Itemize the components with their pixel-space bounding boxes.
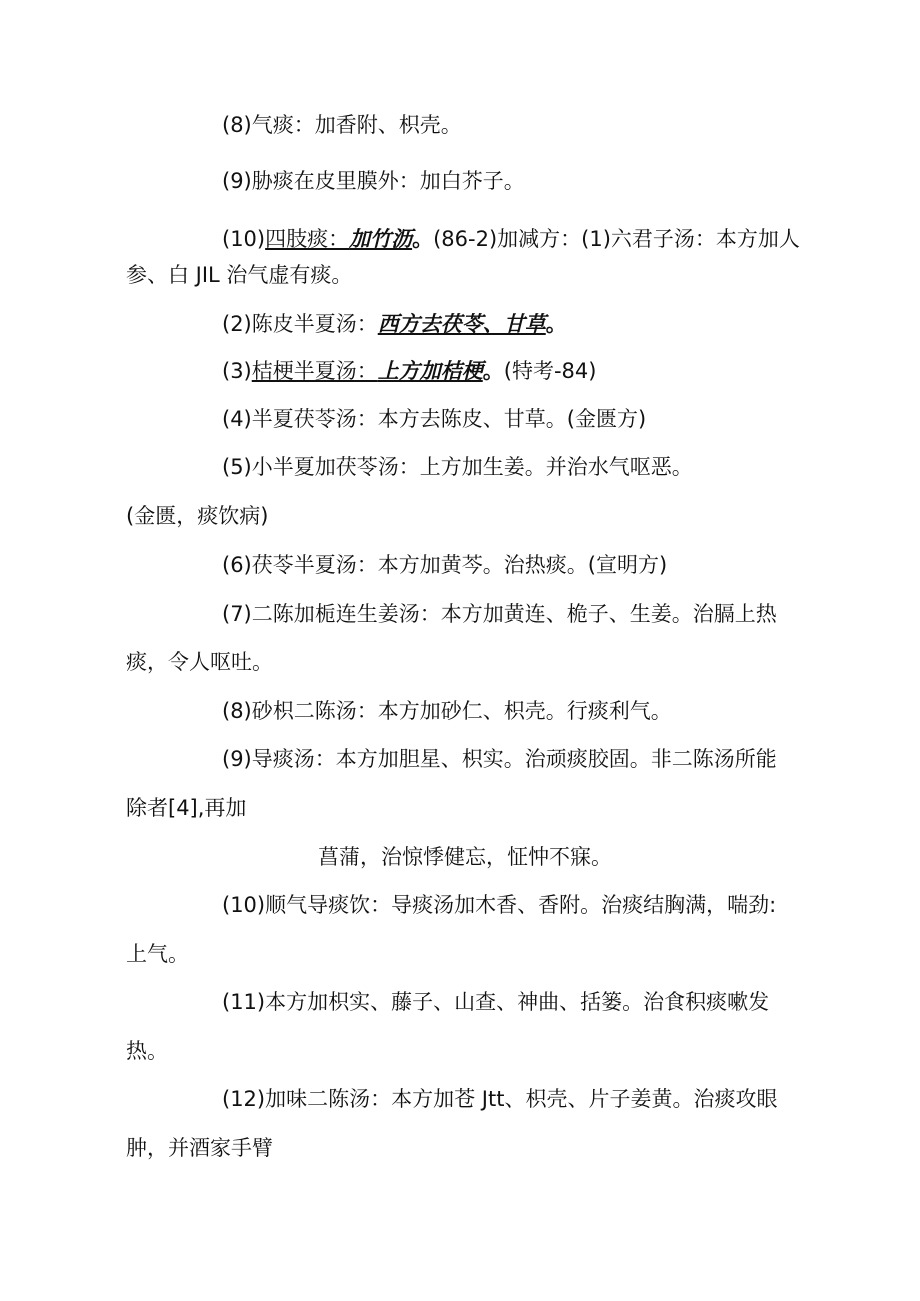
text-line: 菖蒲，治惊悸健忘，怔忡不寐。 bbox=[318, 845, 612, 869]
text-line: 热。 bbox=[126, 1039, 168, 1063]
text-line: 上气。 bbox=[126, 942, 189, 966]
text-line: (12)加味二陈汤：本方加苍 Jtt、枳壳、片子姜黄。治痰攻眼 bbox=[222, 1087, 778, 1111]
text-segment: 。 bbox=[482, 359, 504, 383]
text-line: 参、白 JIL 治气虚有痰。 bbox=[126, 263, 353, 287]
text-segment: (10) bbox=[222, 227, 266, 251]
text-line: (9)导痰汤：本方加胆星、枳实。治顽痰胶固。非二陈汤所能 bbox=[222, 747, 777, 771]
underlined-text: 桔梗半夏汤： bbox=[251, 359, 378, 383]
text-segment: 。 bbox=[412, 227, 434, 251]
text-line bbox=[222, 310, 567, 338]
text-line: (8)气痰：加香附、枳壳。 bbox=[222, 113, 462, 137]
text-line: (6)茯苓半夏汤：本方加黄芩。治热痰。(宣明方) bbox=[222, 553, 668, 577]
text-line: (11)本方加枳实、藤子、山查、神曲、括篓。治食积痰嗽发 bbox=[222, 990, 770, 1014]
text-line: (10)顺气导痰饮：导痰汤加木香、香附。治痰结胸满，喘劲: bbox=[222, 893, 777, 917]
text-segment: (3) bbox=[222, 359, 252, 383]
text-line bbox=[222, 357, 596, 385]
text-segment: 。 bbox=[545, 312, 567, 336]
emphasized-text: 上方加桔梗 bbox=[377, 359, 483, 383]
underlined-text: 四肢痰： bbox=[265, 227, 350, 251]
text-line: (8)砂枳二陈汤：本方加砂仁、枳壳。行痰利气。 bbox=[222, 699, 672, 723]
text-line: 痰，令人呕吐。 bbox=[126, 650, 273, 674]
text-line: (5)小半夏加茯苓汤：上方加生姜。并治水气呕恶。 bbox=[222, 455, 693, 479]
text-line: (金匮，痰饮病) bbox=[126, 504, 269, 528]
text-line: 肿，并酒家手臂 bbox=[126, 1136, 273, 1160]
text-segment: (特考-84) bbox=[503, 359, 597, 383]
emphasized-text: 加竹沥 bbox=[349, 227, 413, 251]
text-segment: (2)陈皮半夏汤： bbox=[222, 312, 378, 336]
text-line bbox=[222, 225, 800, 253]
text-line: (9)胁痰在皮里膜外：加白芥子。 bbox=[222, 169, 525, 193]
text-line: (7)二陈加栀连生姜汤：本方加黄连、桅子、生姜。治膈上热 bbox=[222, 602, 777, 626]
emphasized-text: 西方去茯苓、甘草 bbox=[377, 312, 546, 336]
text-line: 除者[4],再加 bbox=[126, 796, 247, 820]
text-line: (4)半夏茯苓汤：本方去陈皮、甘草。(金匮方) bbox=[222, 407, 647, 431]
text-segment: (86-2)加减方：(1)六君子汤：本方加人 bbox=[433, 227, 800, 251]
